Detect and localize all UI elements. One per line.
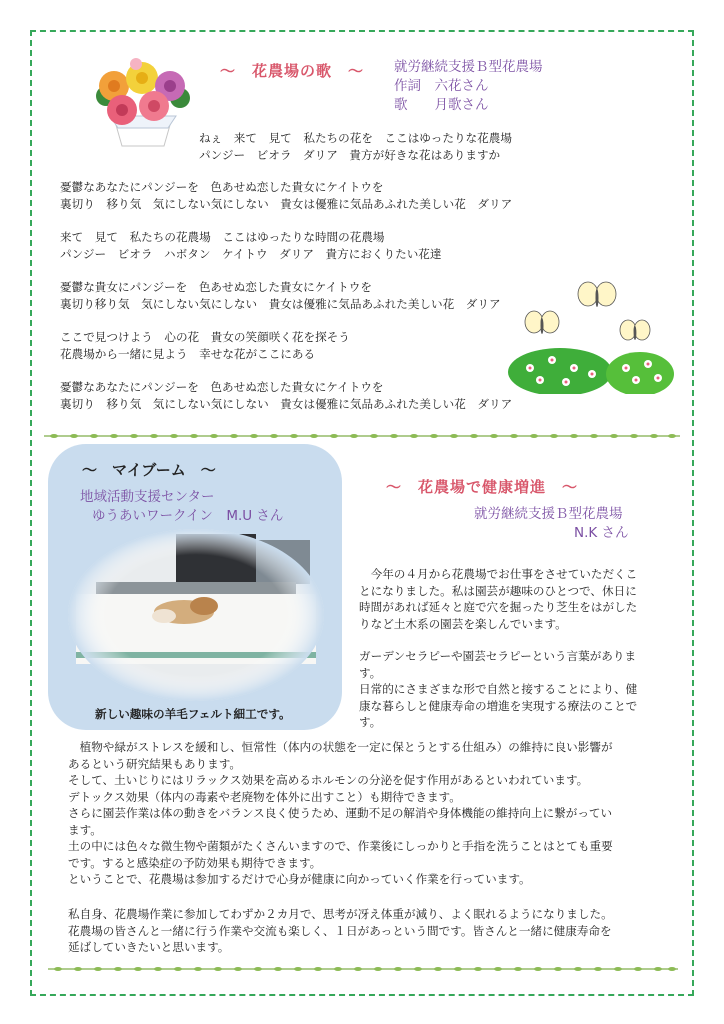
my-boom-org: 地域活動支援センター — [80, 489, 215, 505]
song-org: 就労継続支援Ｂ型花農場 — [394, 59, 543, 75]
song-line: 裏切り 移り気 気にしない気にしない 貴女は優雅に気品あふれた美しい花 ダリア — [60, 397, 513, 411]
health-full-paragraph: 私自身、花農場作業に参加してわずか２カ月で、思考が冴え体重が減り、よく眠れるようになりました。 花農場の皆さんと一緒に行う作業や交流も楽しく、１日があっという間です。皆さんと一緒に健康寿命を 延ばしていきたいと思います。 — [68, 907, 613, 954]
health-author: N.K さん — [574, 525, 629, 541]
song-line: 憂鬱なあなたにパンジーを 色あせぬ恋した貴女にケイトウを — [60, 380, 384, 394]
health-title: ～ 花農場で健康増進 ～ — [386, 478, 579, 496]
my-boom-author: ゆうあいワークイン M.U さん — [92, 508, 284, 524]
song-line: パンジー ビオラ ハボタン ケイトウ ダリア 貴方におくりたい花達 — [60, 247, 442, 261]
my-boom-title: ～ マイブーム ～ — [82, 461, 216, 479]
song-singer: 歌 月歌さん — [394, 97, 489, 113]
song-line: 憂鬱なあなたにパンジーを 色あせぬ恋した貴女にケイトウを — [60, 180, 384, 194]
song-intro-line: ねぇ 来て 見て 私たちの花を ここはゆったりな花農場 — [199, 131, 512, 145]
my-boom-caption: 新しい趣味の羊毛フェルト細工です。 — [95, 707, 291, 721]
butterflies-and-flowers-illustration — [508, 276, 674, 394]
song-intro-line: パンジー ビオラ ダリア 貴方が好きな花はありますか — [199, 148, 501, 162]
butterfly-icon — [620, 320, 650, 340]
health-column-paragraph: ガーデンセラピーや園芸セラピーという言葉がありま す。 日常的にさまざまな形で自然と接することにより、健 康な暮らしと健康寿命の増進を実現する療法のことで す。 — [359, 649, 638, 729]
song-line: 憂鬱な貴女にパンジーを 色あせぬ恋した貴女にケイトウを — [60, 280, 372, 294]
bouquet-illustration — [92, 56, 192, 148]
vine-divider — [48, 964, 678, 972]
song-title: ～ 花農場の歌 ～ — [220, 62, 365, 80]
song-line: 裏切り移り気 気にしない気にしない 貴女は優雅に気品あふれた美しい花 ダリア — [60, 297, 501, 311]
health-column-paragraph: 今年の４月から花農場でお仕事をさせていただくこ とになりました。私は園芸が趣味のひとつで、休日に 時間があれば延々と庭で穴を掘ったり芝生をはがした りなど土木系の園芸を楽しんでいます。 — [359, 567, 638, 631]
vine-divider — [44, 431, 680, 439]
song-line: ここで見つけよう 心の花 貴女の笑顔咲く花を探そう — [60, 330, 350, 344]
health-org: 就労継続支援Ｂ型花農場 — [474, 506, 623, 522]
song-lyricist: 作詞 六花さん — [394, 78, 489, 94]
song-line: 裏切り 移り気 気にしない気にしない 貴女は優雅に気品あふれた美しい花 ダリア — [60, 197, 513, 211]
song-line: 来て 見て 私たちの花農場 ここはゆったりな時間の花農場 — [60, 230, 385, 244]
felt-craft-photo — [66, 526, 326, 704]
health-full-paragraph: 植物や緑がストレスを緩和し、恒常性（体内の状態を一定に保とうとする仕組み）の維持に良い影響が あるという研究結果もあります。 そして、土いじりにはリラックス効果を高めるホルモンの分泌を促す作用があるといわれています。 デトックス効果（体内の毒素や老廃物を体外に出すこと）も期待できます。 さらに園芸作業は体の動きをバランス良く使うため、運動不足の解消や身体機能の維持向上に繋がってい ます。 土の中には色々な微生物や菌類がたくさんいますので、作業後にしっかりと手指を洗うことはとても重要 です。すると感染症の予防効果も期待できます。 ということで、花農場は参加するだけで心身が健康に向かっていく作業を行っています。 — [68, 740, 613, 886]
butterfly-icon — [578, 282, 616, 307]
butterfly-icon — [525, 311, 559, 334]
song-line: 花農場から一緒に見よう 幸せな花がここにある — [60, 347, 316, 361]
